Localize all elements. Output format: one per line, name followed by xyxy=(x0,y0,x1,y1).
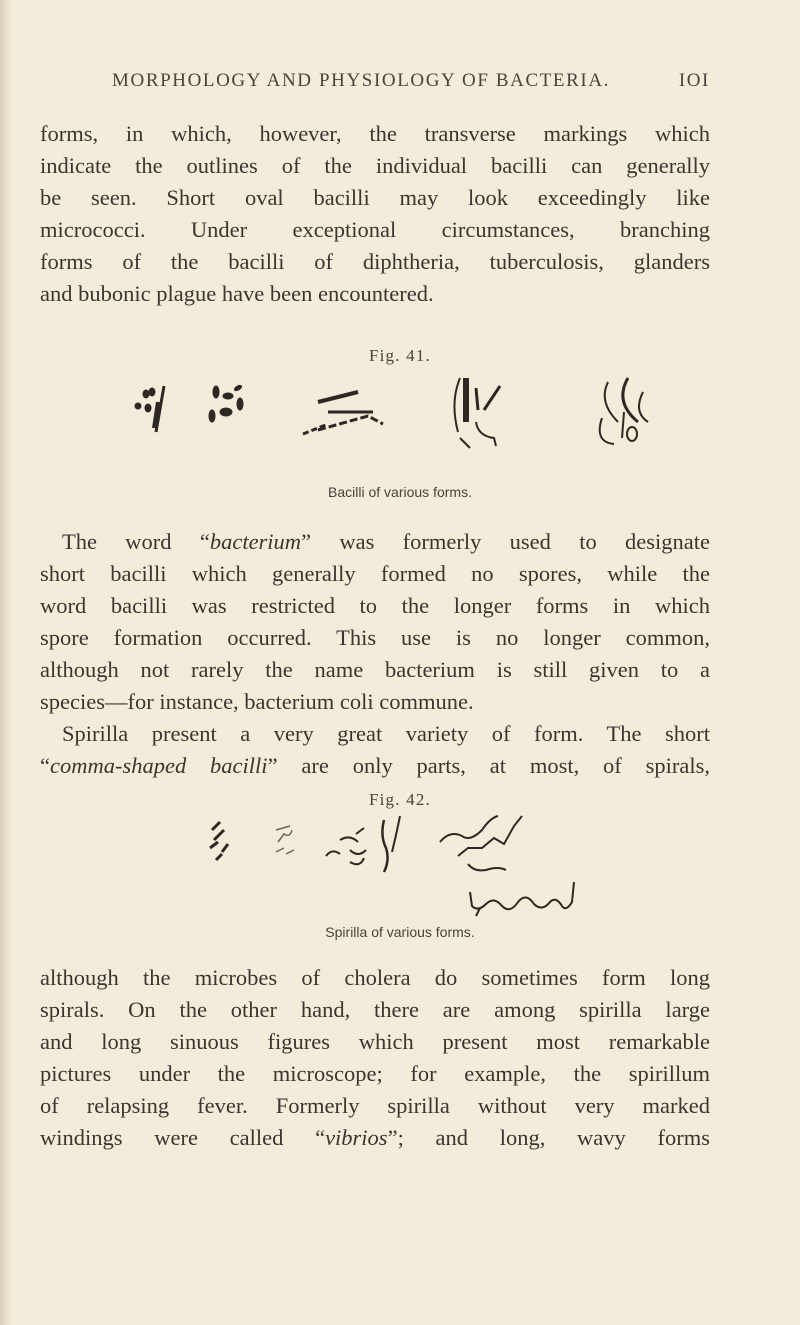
text-line: of relapsing fever. Formerly spirilla without very marked xyxy=(40,1093,710,1118)
running-title: MORPHOLOGY AND PHYSIOLOGY OF BACTERIA. xyxy=(112,70,611,91)
text-fragment: “ xyxy=(40,753,50,778)
text-line: micrococci. Under exceptional circumstances, branching xyxy=(40,217,710,242)
figure-41-bacilli-illustration xyxy=(128,372,688,482)
text-line: short bacilli which generally formed no spores, while the xyxy=(40,561,710,586)
text-line: and long sinuous figures which present most remarkable xyxy=(40,1029,710,1054)
text-fragment: ” was formerly used to designate xyxy=(301,529,710,554)
text-fragment: windings were called “ xyxy=(40,1125,326,1150)
italic-term: vibrios xyxy=(325,1125,388,1150)
text-line: forms of the bacilli of diphtheria, tuberculosis, glanders xyxy=(40,249,710,274)
text-line: spirals. On the other hand, there are among spirilla large xyxy=(40,997,710,1022)
text-line: spore formation occurred. This use is no longer common, xyxy=(40,625,710,650)
paragraph-4 xyxy=(40,962,710,1154)
text-line xyxy=(40,750,710,782)
text-fragment: ” are only parts, at most, of spirals, xyxy=(267,753,710,778)
text-line: be seen. Short oval bacilli may look exceedingly like xyxy=(40,185,710,210)
text-fragment: The word “ xyxy=(62,529,210,554)
italic-term: comma-shaped bacilli xyxy=(50,753,268,778)
text-line xyxy=(40,526,710,558)
text-fragment: ”; and long, wavy forms xyxy=(387,1125,710,1150)
text-line: species—for instance, bacterium coli commune. xyxy=(40,689,474,714)
text-line xyxy=(40,1122,710,1154)
text-line: although not rarely the name bacterium is still given to a xyxy=(40,657,710,682)
paragraph-3 xyxy=(40,718,710,782)
text-line: forms, in which, however, the transverse markings which xyxy=(40,121,710,146)
text-line: word bacilli was restricted to the longer forms in which xyxy=(40,593,710,618)
figure-42-title: Fig. 42. xyxy=(368,790,432,809)
page-number: IOI xyxy=(678,70,710,91)
text-line: and bubonic plague have been encountered. xyxy=(40,281,434,306)
text-line: although the microbes of cholera do sometimes form long xyxy=(40,965,710,990)
paragraph-2 xyxy=(40,526,710,718)
italic-term: bacterium xyxy=(209,529,302,554)
text-line: Spirilla present a very great variety of form. The short xyxy=(62,721,710,746)
figure-42-caption: Spirilla of various forms. xyxy=(325,924,475,940)
figure-41-title: Fig. 41. xyxy=(368,346,432,365)
figure-41-caption: Bacilli of various forms. xyxy=(328,484,472,500)
figure-42-spirilla-illustration xyxy=(200,812,620,922)
page-gutter-shadow xyxy=(0,0,10,1325)
text-line: indicate the outlines of the individual bacilli can generally xyxy=(40,153,710,178)
text-line: pictures under the microscope; for example, the spirillum xyxy=(40,1061,710,1086)
paragraph-1 xyxy=(40,118,710,310)
running-header xyxy=(112,70,710,92)
